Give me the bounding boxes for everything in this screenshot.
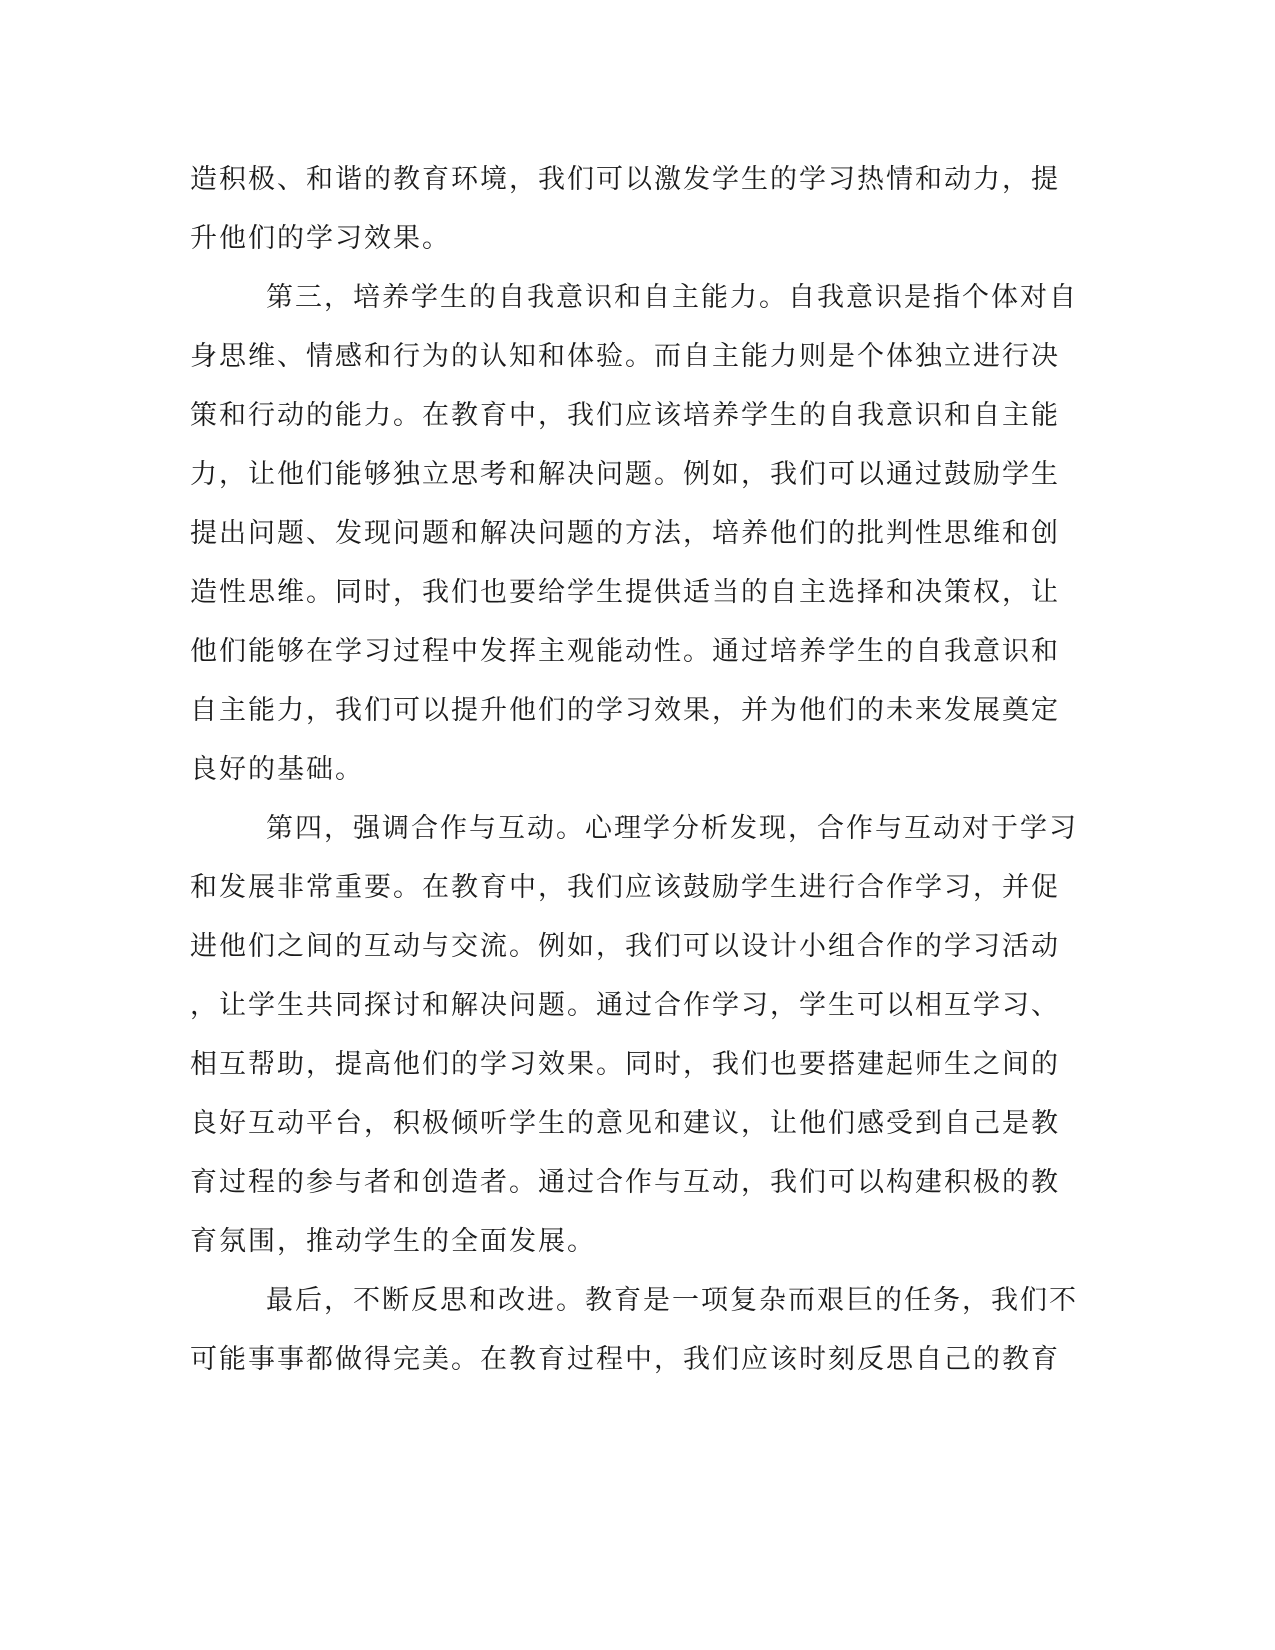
text-line: 良好互动平台，积极倾听学生的意见和建议，让他们感受到自己是教: [190, 1108, 1060, 1139]
text-line: 可能事事都做得完美。在教育过程中，我们应该时刻反思自己的教育: [190, 1344, 1060, 1375]
paragraph-start-line: 第四，强调合作与互动。心理学分析发现，合作与互动对于学习: [266, 813, 1078, 844]
text-line: 策和行动的能力。在教育中，我们应该培养学生的自我意识和自主能: [190, 400, 1060, 431]
text-line: 提出问题、发现问题和解决问题的方法，培养他们的批判性思维和创: [190, 518, 1060, 549]
paragraph-start-line: 最后，不断反思和改进。教育是一项复杂而艰巨的任务，我们不: [266, 1285, 1078, 1316]
text-line: 力，让他们能够独立思考和解决问题。例如，我们可以通过鼓励学生: [190, 459, 1060, 490]
text-line: 造积极、和谐的教育环境，我们可以激发学生的学习热情和动力，提: [190, 164, 1060, 195]
paragraph-start-line: 第三，培养学生的自我意识和自主能力。自我意识是指个体对自: [266, 282, 1078, 313]
text-line: 升他们的学习效果。: [190, 223, 451, 254]
text-line: 进他们之间的互动与交流。例如，我们可以设计小组合作的学习活动: [190, 931, 1060, 962]
text-line: 和发展非常重要。在教育中，我们应该鼓励学生进行合作学习，并促: [190, 872, 1060, 903]
text-line: 育过程的参与者和创造者。通过合作与互动，我们可以构建积极的教: [190, 1167, 1060, 1198]
text-line: 他们能够在学习过程中发挥主观能动性。通过培养学生的自我意识和: [190, 636, 1060, 667]
text-line: 自主能力，我们可以提升他们的学习效果，并为他们的未来发展奠定: [190, 695, 1060, 726]
text-line: 身思维、情感和行为的认知和体验。而自主能力则是个体独立进行决: [190, 341, 1060, 372]
text-line: ，让学生共同探讨和解决问题。通过合作学习，学生可以相互学习、: [190, 990, 1060, 1021]
text-line: 相互帮助，提高他们的学习效果。同时，我们也要搭建起师生之间的: [190, 1049, 1060, 1080]
text-line: 造性思维。同时，我们也要给学生提供适当的自主选择和决策权，让: [190, 577, 1060, 608]
text-line: 育氛围，推动学生的全面发展。: [190, 1226, 596, 1257]
text-line: 良好的基础。: [190, 754, 364, 785]
